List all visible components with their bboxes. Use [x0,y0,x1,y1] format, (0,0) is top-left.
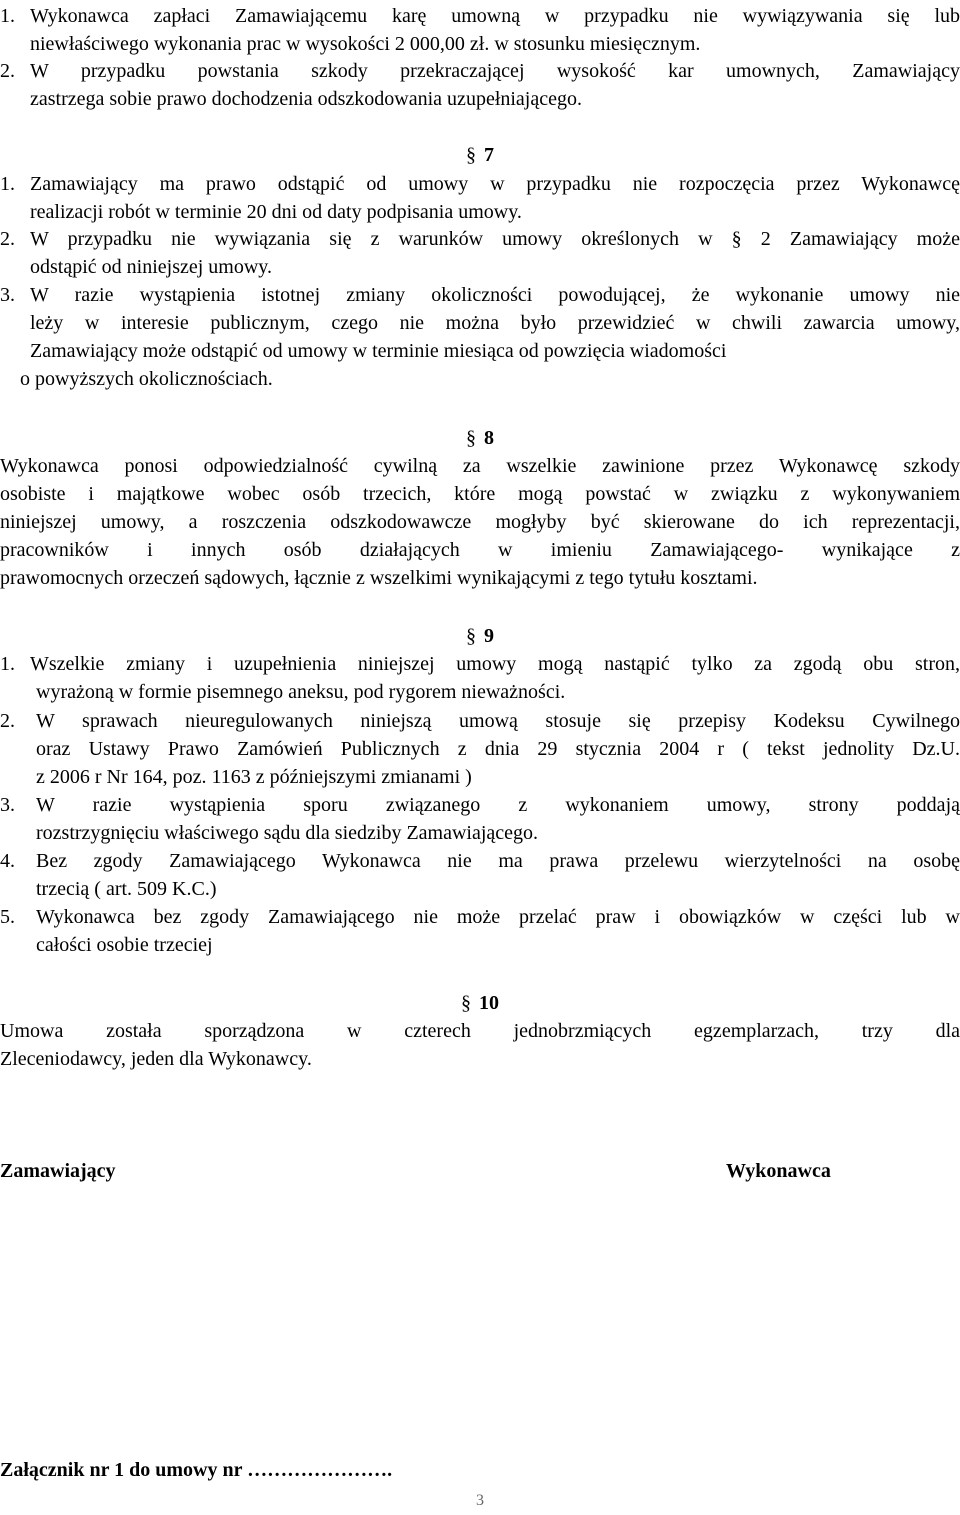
paragraph-line: Zleceniodawcy, jeden dla Wykonawcy. [0,1048,312,1070]
item-line: W przypadku powstania szkody przekraczającej wysokość kar umownych, Zamawiający [30,60,960,82]
item-line: Zamawiający ma prawo odstąpić od umowy w przypadku nie rozpoczęcia przez Wykonawcę [30,173,960,195]
section-heading-10 [0,989,960,1017]
item-line: W razie wystąpienia sporu związanego z wykonaniem umowy, strony poddają [36,794,960,816]
section-sign: § [466,427,476,449]
item-line: W sprawach nieuregulowanych niniejszą umową stosuje się przepisy Kodeksu Cywilnego [36,710,960,732]
section-number: 9 [484,625,494,647]
item-number: 2. [0,60,15,82]
item-number: 2. [0,710,15,732]
item-line: Wykonawca zapłaci Zamawiającemu karę umowną w przypadku nie wywiązywania się lub [30,5,960,27]
item-number: 4. [0,850,15,872]
item-number: 1. [0,653,15,675]
item-line: Zamawiający może odstąpić od umowy w terminie miesiąca od powzięcia wiadomości [30,340,727,362]
item-line: niewłaściwego wykonania prac w wysokości 2 000,00 zł. w stosunku miesięcznym. [30,33,701,55]
item-line: leży w interesie publicznym, czego nie można było przewidzieć w chwili zawarcia umowy, [30,312,960,334]
paragraph-line: prawomocnych orzeczeń sądowych, łącznie z wszelkimi wynikającymi z tego tytułu kosztami. [0,567,758,589]
signature-label-ordering-party: Zamawiający [0,1160,116,1182]
paragraph-line: Umowa została sporządzona w czterech jednobrzmiących egzemplarzach, trzy dla [0,1020,960,1042]
page-number: 3 [476,1492,484,1509]
section-sign: § [461,992,471,1014]
paragraph-line: pracowników i innych osób działających w imieniu Zamawiającego- wynikające z [0,539,960,561]
item-number: 2. [0,228,15,250]
paragraph-line: niniejszej umowy, a roszczenia odszkodowawcze mogłyby być skierowane do ich reprezentacji, [0,511,960,533]
item-line: realizacji robót w terminie 20 dni od daty podpisania umowy. [30,201,522,223]
item-line: o powyższych okolicznościach. [20,368,273,390]
paragraph-line: osobiste i majątkowe wobec osób trzecich, które mogą powstać w związku z wykonywaniem [0,483,960,505]
item-line: Wykonawca bez zgody Zamawiającego nie może przelać praw i obowiązków w części lub w [36,906,960,928]
item-number: 1. [0,173,15,195]
item-line: trzecią ( art. 509 K.C.) [36,878,217,900]
item-line: całości osobie trzeciej [36,934,213,956]
paragraph-line: Wykonawca ponosi odpowiedzialność cywilną za wszelkie zawinione przez Wykonawcę szkody [0,455,960,477]
section-heading-7 [0,141,960,169]
item-line: rozstrzygnięciu właściwego sądu dla siedziby Zamawiającego. [36,822,539,844]
item-line: oraz Ustawy Prawo Zamówień Publicznych z dnia 29 stycznia 2004 r ( tekst jednolity Dz.U. [36,738,960,760]
item-line: wyrażoną w formie pisemnego aneksu, pod rygorem nieważności. [36,681,566,703]
section-number: 10 [479,992,499,1014]
item-line: Bez zgody Zamawiającego Wykonawca nie ma prawa przelewu wierzytelności na osobę [36,850,960,872]
item-line: zastrzega sobie prawo dochodzenia odszkodowania uzupełniającego. [30,88,582,110]
item-line: Wszelkie zmiany i uzupełnienia niniejszej umowy mogą nastąpić tylko za zgodą obu stron, [30,653,960,675]
item-line: W przypadku nie wywiązania się z warunków umowy określonych w § 2 Zamawiający może [30,228,960,250]
section-heading-9 [0,622,960,650]
item-number: 3. [0,794,15,816]
attachment-label: Załącznik nr 1 do umowy nr …………………. [0,1459,393,1481]
item-line: z 2006 r Nr 164, poz. 1163 z późniejszymi zmianami ) [36,766,472,788]
signature-label-contractor: Wykonawca [726,1160,831,1182]
section-sign: § [466,625,476,647]
item-number: 5. [0,906,15,928]
item-number: 3. [0,284,15,306]
section-number: 7 [484,144,494,166]
section-heading-8 [0,424,960,452]
item-line: W razie wystąpienia istotnej zmiany okoliczności powodującej, że wykonanie umowy nie [30,284,960,306]
item-number: 1. [0,5,15,27]
section-sign: § [466,144,476,166]
section-number: 8 [484,427,494,449]
item-line: odstąpić od niniejszej umowy. [30,256,272,278]
